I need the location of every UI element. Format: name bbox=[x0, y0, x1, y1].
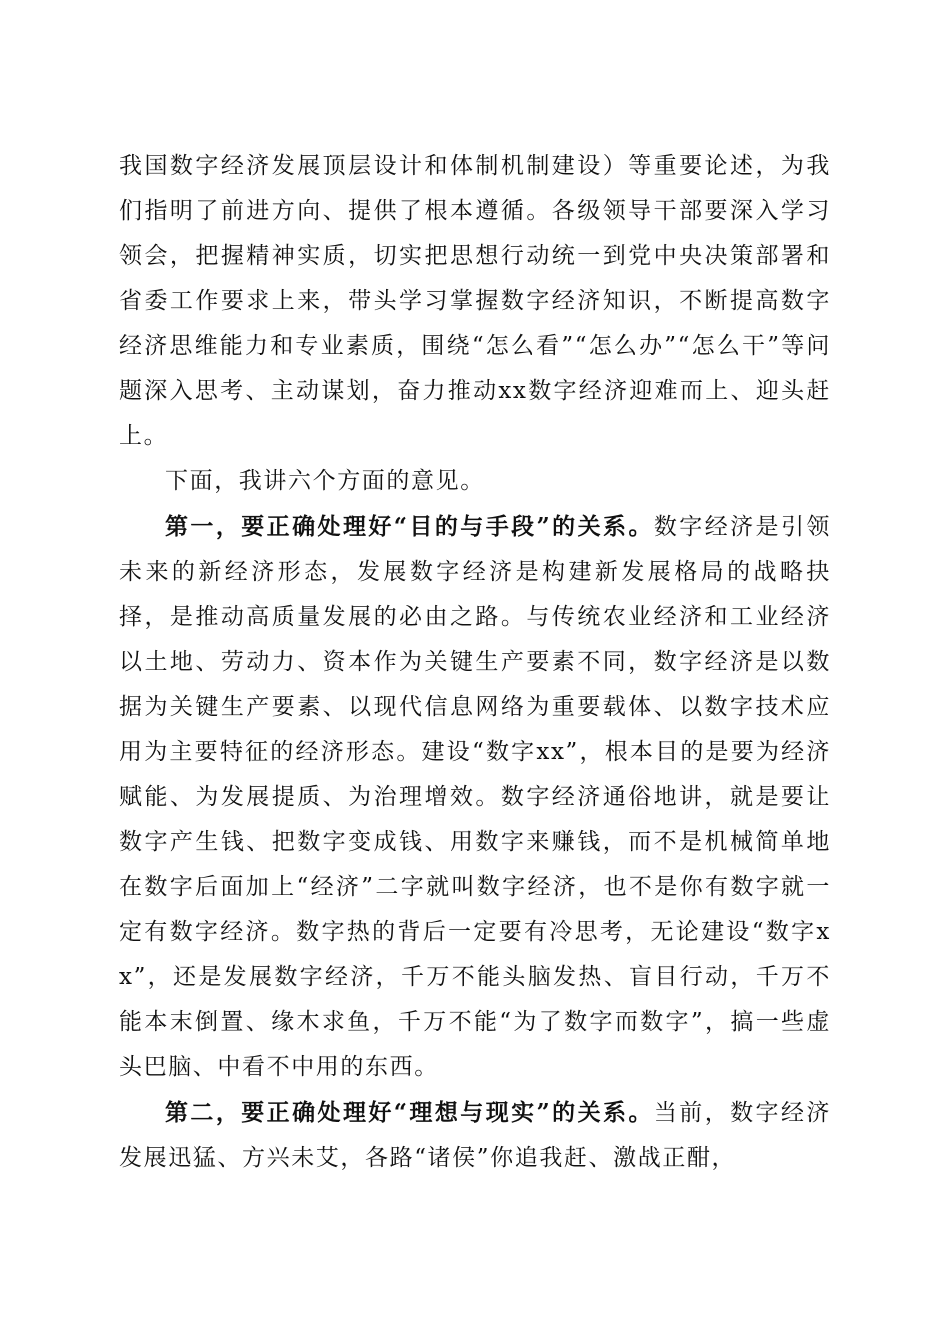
document-body bbox=[119, 144, 831, 1181]
paragraph-lead-heading: 第二，要正确处理好“理想与现实”的关系。 bbox=[165, 1099, 654, 1126]
paragraph-text: 数字经济是引领未来的新经济形态，发展数字经济是构建新发展格局的战略抉择，是推动高质量发展的必由之路。与传统农业经济和工业经济以土地、劳动力、资本作为关键生产要素不同，数字经济是以数据为关键生产要素、以现代信息网络为重要载体、以数字技术应用为主要特征的经济形态。建设“数字xx”，根本目的是要为经济赋能、为发展提质、为治理增效。数字经济通俗地讲，就是要让数字产生钱、把数字变成钱、用数字来赚钱，而不是机械简单地在数字后面加上“经济”二字就叫数字经济，也不是你有数字就一定有数字经济。数字热的背后一定要有冷思考，无论建设“数字xx”，还是发展数字经济，千万不能头脑发热、盲目行动，千万不能本末倒置、缘木求鱼，千万不能“为了数字而数字”，搞一些虚头巴脑、中看不中用的东西。 bbox=[119, 514, 831, 1080]
paragraph-lead-heading: 第一，要正确处理好“目的与手段”的关系。 bbox=[165, 513, 654, 540]
paragraph-intro-continuation bbox=[119, 144, 831, 459]
paragraph-point-two bbox=[119, 1090, 831, 1181]
paragraph-text: 当前，数字经济发展迅猛、方兴未艾，各路“诸侯”你追我赶、激战正酣， bbox=[119, 1100, 831, 1171]
paragraph-point-one bbox=[119, 504, 831, 1090]
paragraph-text: 我国数字经济发展顶层设计和体制机制建设）等重要论述，为我们指明了前进方向、提供了根本遵循。各级领导干部要深入学习领会，把握精神实质，切实把思想行动统一到党中央决策部署和省委工作要求上来，带头学习掌握数字经济知识，不断提高数字经济思维能力和专业素质，围绕“怎么看”“怎么办”“怎么干”等问题深入思考、主动谋划，奋力推动xx数字经济迎难而上、迎头赶上。 bbox=[119, 153, 831, 449]
paragraph-outline bbox=[119, 459, 831, 504]
paragraph-text: 下面，我讲六个方面的意见。 bbox=[165, 468, 485, 494]
